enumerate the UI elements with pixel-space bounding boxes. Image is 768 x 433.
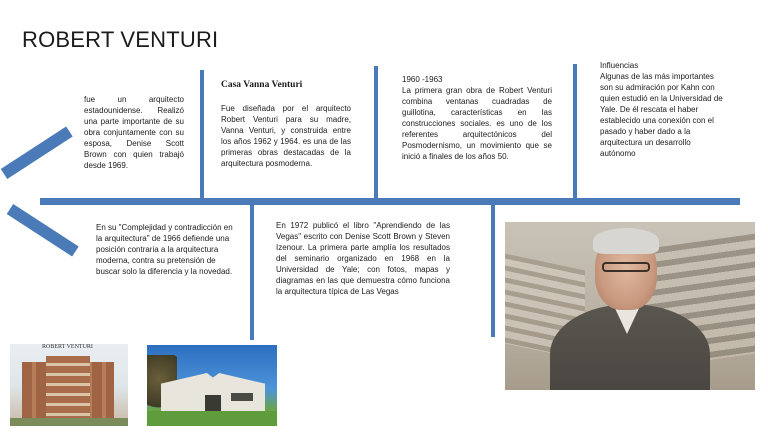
vegas-text: En 1972 publicó el libro "Aprendiendo de las Vegas" escrito con Denise Scott Brown y Steven Izenour. La primera parte amplía los resultados del seminario organizado en 1968 en la Universidad de Yale; con fotos, mapas y diagramas en las que demuestra cómo funciona la arquitectura típica de Las Vegas xyxy=(276,221,450,296)
casa-vanna-title: Casa Vanna Venturi xyxy=(221,80,303,90)
influencias-title: Influencias xyxy=(600,61,639,70)
page-title: ROBERT VENTURI xyxy=(22,27,219,52)
timeline-tick-2 xyxy=(374,66,378,200)
complejidad-text: En su "Complejidad y contradicción en la arquitectura" de 1966 defiende una posición contraria a la arquitectura moderna, contra su pretensión de buscar solo la diferencia y la novedad. xyxy=(96,223,233,276)
building-photo-caption: ROBERT VENTURI xyxy=(42,344,93,350)
vanna-venturi-house-photo xyxy=(147,345,277,426)
influencias-block xyxy=(600,60,728,159)
timeline-tick-1 xyxy=(200,70,204,200)
influencias-text: Algunas de las más importantes son su admiración por Kahn con quien estudió en la Universidad de Yale. De él rescata el haber establecido una conexión con el pasado y haber dado a la arquitectura un desarrollo autónomo xyxy=(600,72,723,158)
venturi-portrait-photo xyxy=(505,222,755,390)
casa-vanna-block xyxy=(221,80,351,169)
timeline-bar xyxy=(40,198,740,205)
period-block xyxy=(402,74,552,162)
timeline-tick-4 xyxy=(250,203,254,340)
arrow-lower-stroke xyxy=(7,204,79,257)
intro-text: fue un arquitecto estadounidense. Realizó una parte importante de su obra conjuntamente con su esposa, Denise Scott Brown con quien trabajó desde 1969. xyxy=(84,95,184,170)
arrow-upper-stroke xyxy=(1,126,73,179)
apartment-building-photo xyxy=(10,344,128,426)
timeline-tick-5 xyxy=(491,203,495,337)
casa-vanna-text: Fue diseñada por el arquitecto Robert Venturi para su madre, Vanna Venturi, y construida entre los años 1962 y 1964. es una de las primeras obras destacadas de la arquitectura posmoderna. xyxy=(221,104,351,168)
period-title: 1960 -1963 xyxy=(402,75,443,84)
period-text: La primera gran obra de Robert Venturi combina ventanas cuadradas de guillotina, características en las construcciones sociales. es uno de los referentes arquitectónicos del Posmodernismo, un movimiento que se inició a finales de los años 50. xyxy=(402,86,552,161)
timeline-tick-3 xyxy=(573,64,577,200)
